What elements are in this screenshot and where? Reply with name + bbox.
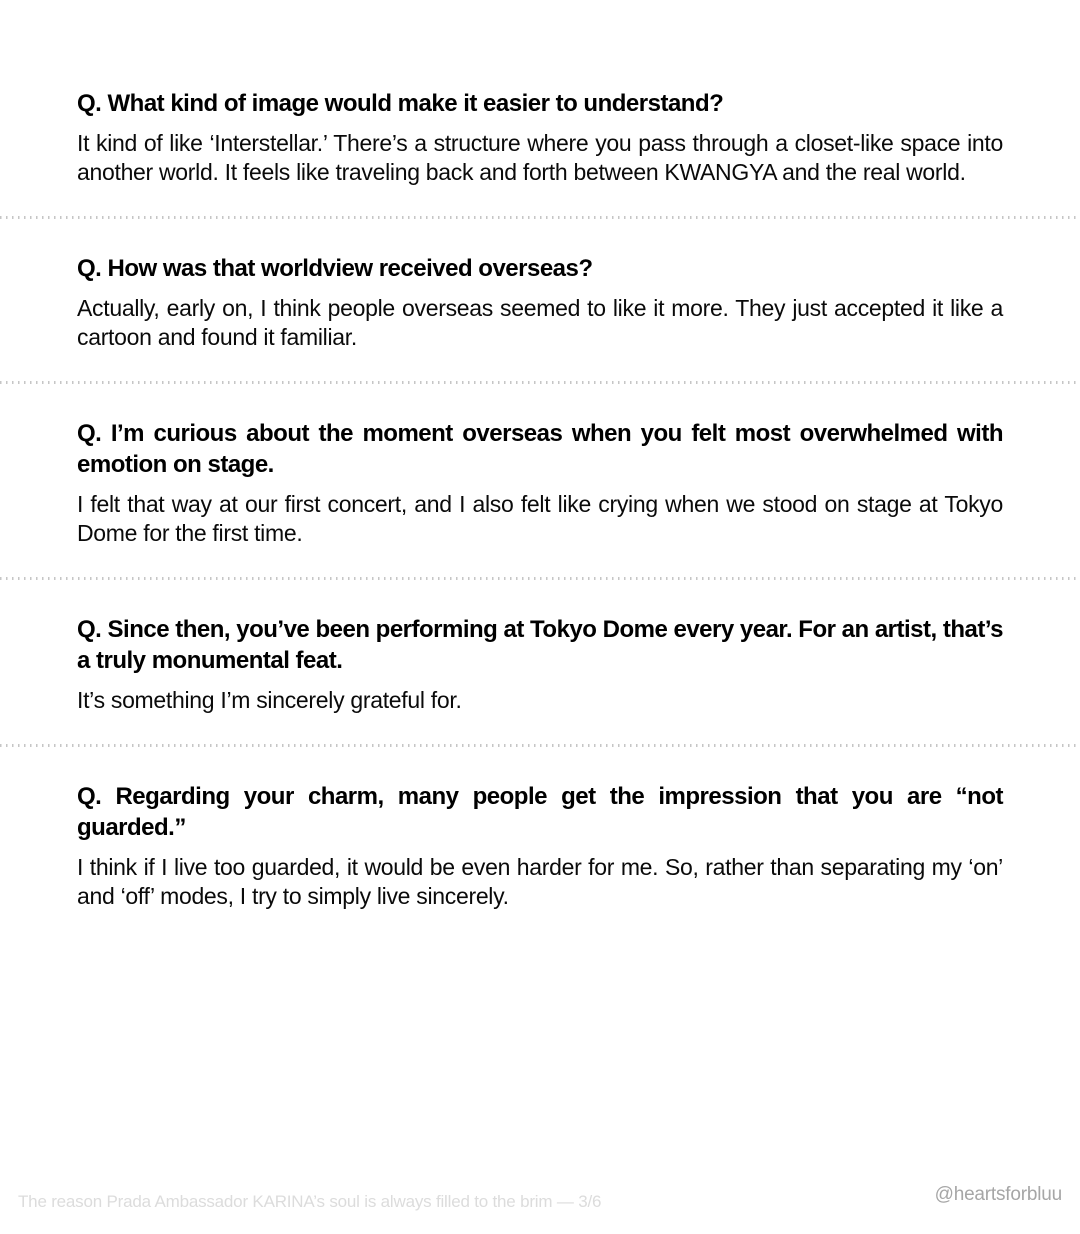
footer-caption: The reason Prada Ambassador KARINA’s soul is always filled to the brim — 3/6 [18,1192,602,1211]
question-text: Q. How was that worldview received overseas? [77,255,593,282]
question-text: Q. I’m curious about the moment overseas when you felt most overwhelmed with emotion on stage. [77,420,1003,478]
answer-text: It’s something I’m sincerely grateful for. [77,687,462,713]
qa-block [0,747,1080,940]
answer-text: I felt that way at our first concert, and I also felt like crying when we stood on stage at Tokyo Dome for the first time. [77,491,1003,546]
question-text: Q. Since then, you’ve been performing at Tokyo Dome every year. For an artist, that’s a truly monumental feat. [77,616,1003,674]
question-text: Q. What kind of image would make it easier to understand? [77,90,724,117]
qa-block [0,219,1080,381]
answer-text: It kind of like ‘Interstellar.’ There’s a structure where you pass through a closet-like space into another world. It feels like traveling back and forth between KWANGYA and the real world. [77,130,1003,185]
qa-block [0,384,1080,577]
qa-block [0,580,1080,744]
answer-text: Actually, early on, I think people overseas seemed to like it more. They just accepted it like a cartoon and found it familiar. [77,295,1003,350]
footer-credit-handle: @heartsforbluu [934,1184,1062,1205]
answer-text: I think if I live too guarded, it would be even harder for me. So, rather than separating my ‘on’ and ‘off’ modes, I try to simply live sincerely. [77,854,1003,909]
question-text: Q. Regarding your charm, many people get the impression that you are “not guarded.” [77,783,1003,841]
qa-block [0,0,1080,216]
